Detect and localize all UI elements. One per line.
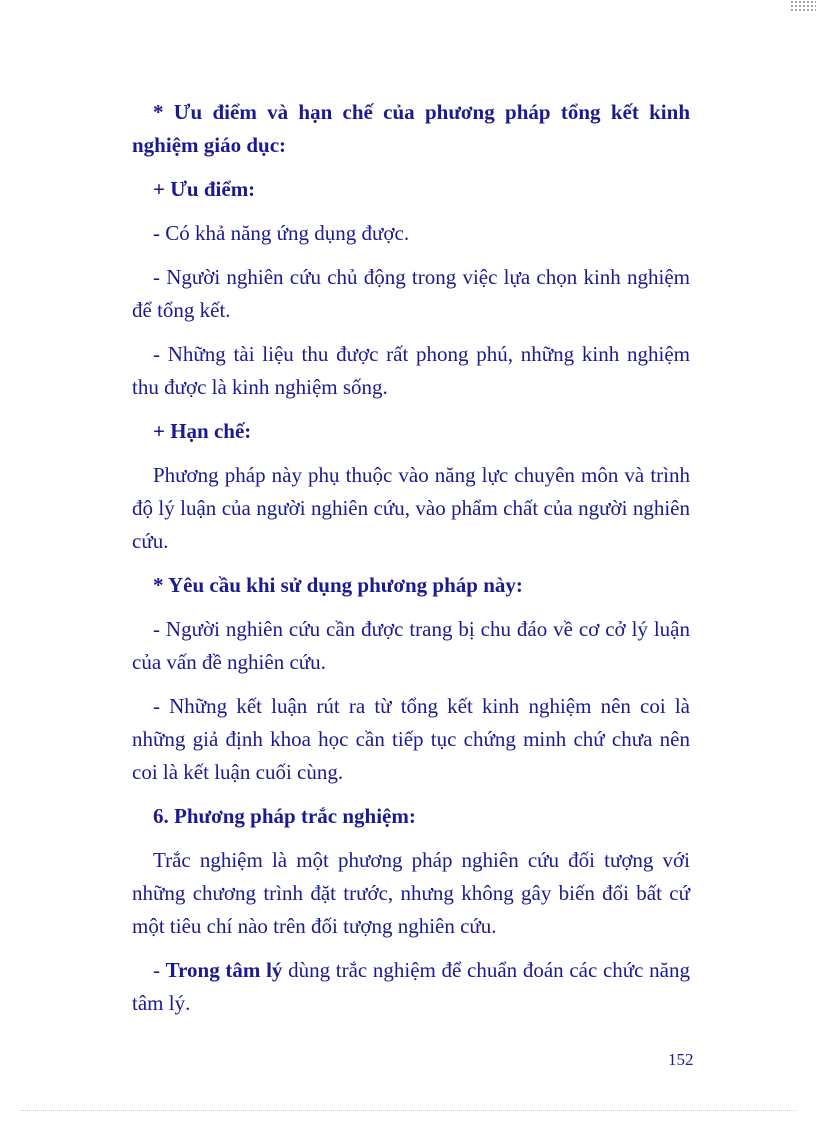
heading-test-method: 6. Phương pháp trắc nghiệm:: [153, 804, 416, 828]
psychology-usage: [132, 954, 690, 1020]
limitation-text: Phương pháp này phụ thuộc vào năng lực chuyên môn và trình độ lý luận của người nghiên cứu, vào phẩm chất của người nghiên cứu.: [132, 463, 690, 553]
test-method-definition: Trắc nghiệm là một phương pháp nghiên cứu đối tượng với những chương trình đặt trước, nhưng không gây biến đổi bất cứ một tiêu chí nào trên đối tượng nghiên cứu.: [132, 848, 690, 938]
heading-requirements: * Yêu cầu khi sử dụng phương pháp này:: [153, 573, 523, 597]
advantage-item-3: - Những tài liệu thu được rất phong phú, những kinh nghiệm thu được là kinh nghiệm sống.: [132, 342, 690, 399]
heading-advantages-limitations: * Ưu điểm và hạn chế của phương pháp tổng kết kinh nghiệm giáo dục:: [132, 100, 690, 157]
subheading-limitations: + Hạn chế:: [153, 419, 252, 443]
advantage-item-1: - Có khả năng ứng dụng được.: [153, 221, 410, 245]
requirement-item-1: - Người nghiên cứu cần được trang bị chu đáo về cơ cở lý luận của vấn đề nghiên cứu.: [132, 617, 690, 674]
psychology-prefix: -: [153, 958, 166, 982]
corner-dot-pattern: [790, 0, 816, 13]
page-content: [132, 96, 690, 1031]
requirement-item-2: - Những kết luận rút ra từ tổng kết kinh nghiệm nên coi là những giả định khoa học cần tiếp tục chứng minh chứ chưa nên coi là kết luận cuối cùng.: [132, 694, 690, 784]
subheading-advantages: + Ưu điểm:: [153, 177, 256, 201]
psychology-bold-phrase: Trong tâm lý: [165, 958, 283, 982]
psychology-rest: dùng trắc nghiệm để chuẩn đoán các chức năng tâm lý.: [132, 958, 690, 1015]
advantage-item-2: - Người nghiên cứu chủ động trong việc lựa chọn kinh nghiệm để tổng kết.: [132, 265, 690, 322]
page-number: 152: [668, 1050, 694, 1069]
bottom-dotted-rule: [20, 1110, 796, 1111]
